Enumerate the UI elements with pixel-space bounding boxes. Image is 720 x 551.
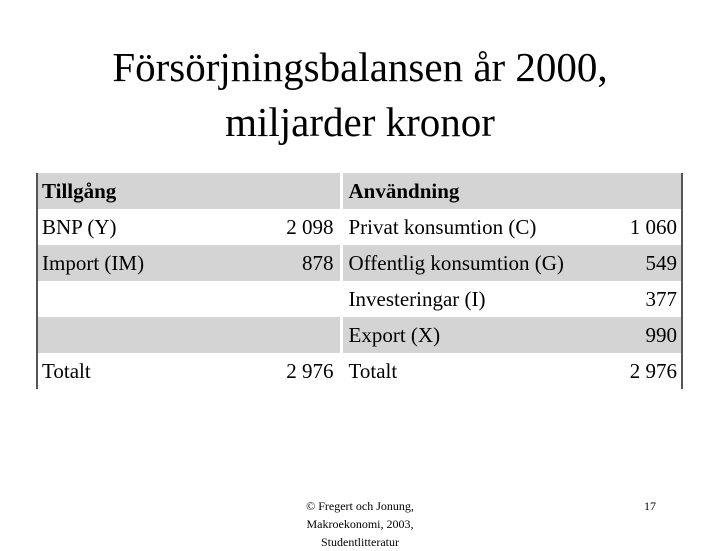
page-number: 17	[644, 499, 656, 513]
footer-line-3: Studentlitteratur	[321, 535, 399, 549]
title-line-1: Försörjningsbalansen år 2000,	[112, 44, 608, 90]
footer-credit	[260, 497, 460, 549]
row-left-value	[236, 317, 341, 353]
row-left-label: BNP (Y)	[36, 209, 236, 245]
table-total-row	[36, 353, 683, 389]
header-anvandning: Användning	[341, 173, 591, 209]
total-left-label: Totalt	[36, 353, 236, 389]
total-left-value: 2 976	[236, 353, 341, 389]
header-spacer-right	[591, 173, 683, 209]
total-right-value: 2 976	[591, 353, 683, 389]
balance-table-container	[36, 173, 683, 389]
table-row	[36, 317, 683, 353]
row-right-value: 990	[591, 317, 683, 353]
row-right-label: Export (X)	[341, 317, 591, 353]
row-right-label: Offentlig konsumtion (G)	[341, 245, 591, 281]
table-left-border	[36, 173, 38, 389]
total-right-label: Totalt	[341, 353, 591, 389]
row-left-value: 2 098	[236, 209, 341, 245]
row-right-value: 549	[591, 245, 683, 281]
row-left-label	[36, 281, 236, 317]
footer-line-1: © Fregert och Jonung,	[306, 499, 414, 513]
row-left-value: 878	[236, 245, 341, 281]
table-row	[36, 245, 683, 281]
row-right-label: Investeringar (I)	[341, 281, 591, 317]
slide-title	[0, 40, 720, 150]
table-right-border	[681, 173, 683, 389]
row-left-label	[36, 317, 236, 353]
header-tillgang: Tillgång	[36, 173, 236, 209]
balance-table	[36, 173, 683, 389]
row-left-value	[236, 281, 341, 317]
header-spacer-left	[236, 173, 341, 209]
footer-line-2: Makroekonomi, 2003,	[306, 517, 414, 531]
table-header-row	[36, 173, 683, 209]
table-row	[36, 281, 683, 317]
row-right-value: 1 060	[591, 209, 683, 245]
row-right-value: 377	[591, 281, 683, 317]
table-row	[36, 209, 683, 245]
row-left-label: Import (IM)	[36, 245, 236, 281]
row-right-label: Privat konsumtion (C)	[341, 209, 591, 245]
title-line-2: miljarder kronor	[225, 99, 495, 145]
